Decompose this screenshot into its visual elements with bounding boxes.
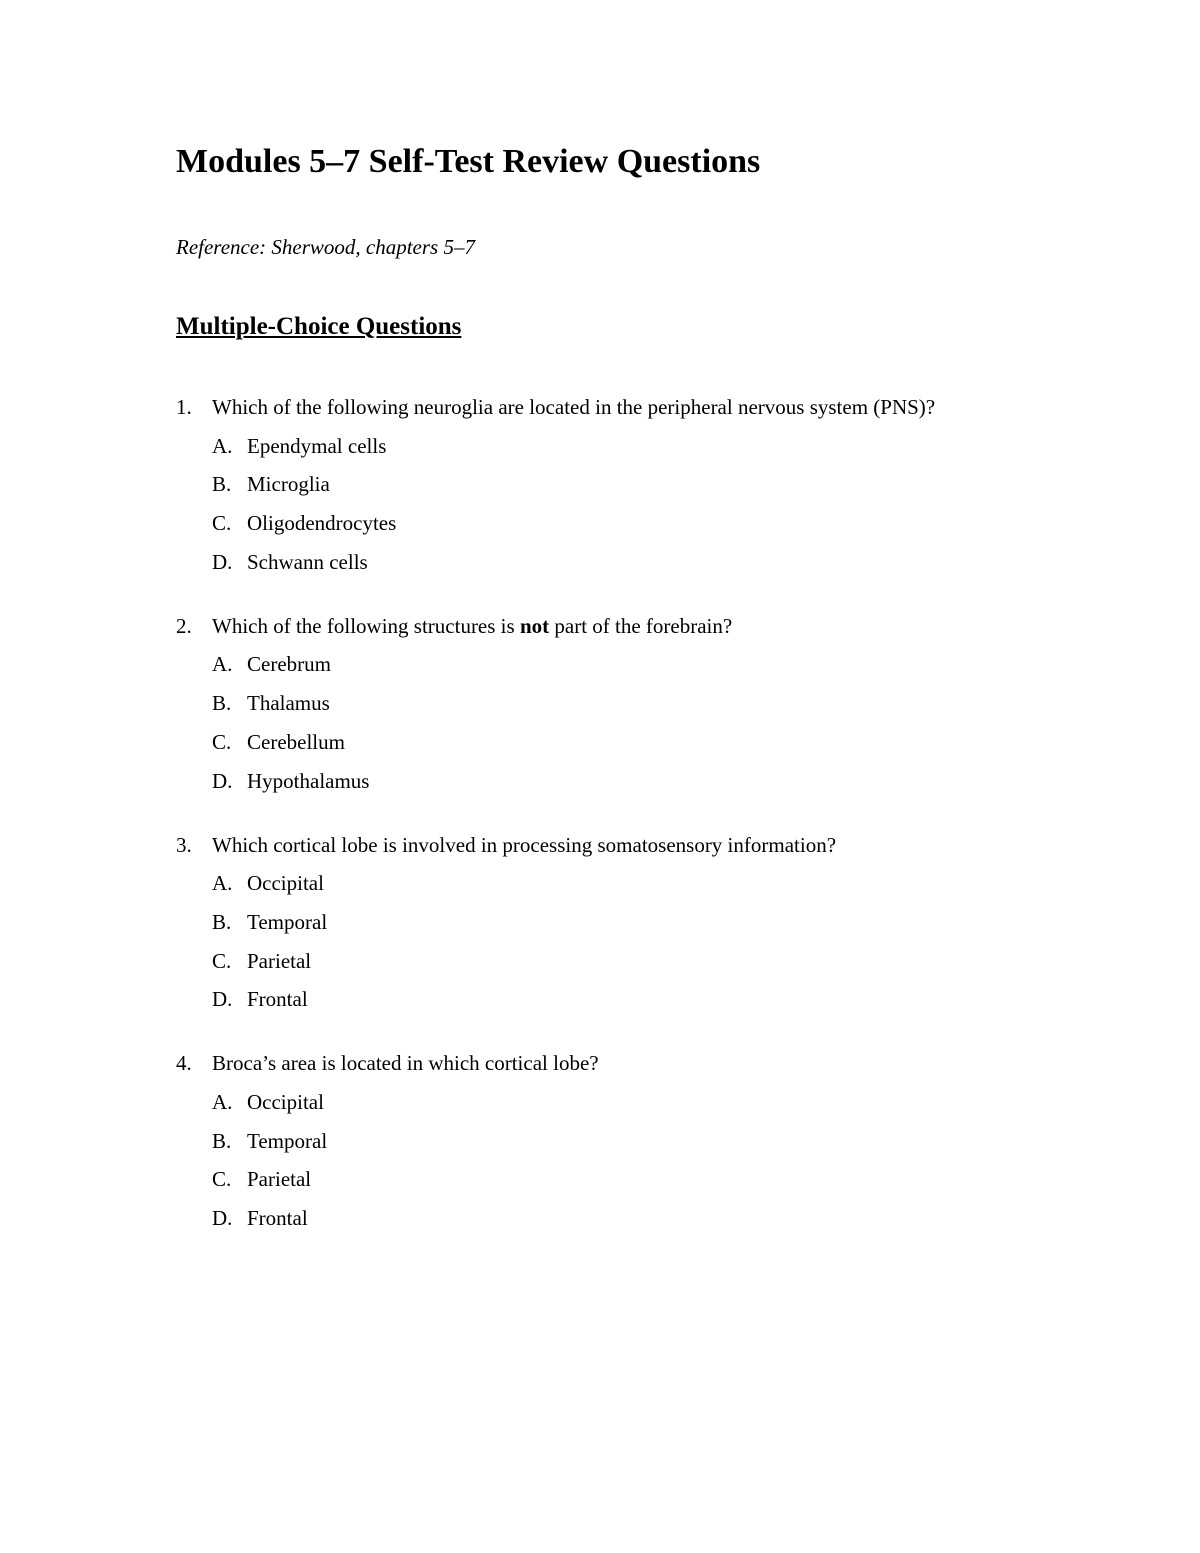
answer-option <box>176 433 1136 459</box>
option-letter: A. <box>212 1089 233 1114</box>
question-text <box>212 613 732 639</box>
option-text: Thalamus <box>247 691 330 716</box>
answer-options <box>176 433 1136 575</box>
reference-note: Reference: Sherwood, chapters 5–7 <box>176 235 475 259</box>
option-letter: C. <box>212 511 232 536</box>
question-text-part: Which of the following neuroglia are located in the peripheral nervous system (PNS)? <box>212 395 936 419</box>
option-letter: B. <box>212 691 232 716</box>
question-number: 1. <box>176 395 192 419</box>
answer-option <box>176 651 1136 677</box>
question-3 <box>176 832 1136 1013</box>
option-text: Oligodendrocytes <box>247 511 397 536</box>
question-2 <box>176 613 1136 794</box>
answer-options <box>176 870 1136 1012</box>
option-text: Schwann cells <box>247 549 368 574</box>
option-text: Temporal <box>247 909 328 934</box>
question-text-emphasis: not <box>519 613 550 638</box>
question-1 <box>176 394 1136 575</box>
option-letter: B. <box>212 472 232 497</box>
question-stem <box>176 1050 1136 1076</box>
option-letter: B. <box>212 1128 232 1153</box>
option-text: Temporal <box>247 1128 328 1153</box>
answer-option <box>176 510 1136 536</box>
question-text <box>212 832 836 858</box>
question-text-part: Broca’s area is located in which cortical lobe? <box>212 1051 599 1076</box>
option-text: Cerebellum <box>247 729 345 754</box>
option-letter: C. <box>212 948 232 973</box>
option-letter: B. <box>212 909 232 934</box>
option-text: Microglia <box>247 472 330 497</box>
answer-option <box>176 1205 1136 1231</box>
question-text-part: Which cortical lobe is involved in processing somatosensory information? <box>212 832 837 857</box>
option-text: Ependymal cells <box>247 433 387 458</box>
option-letter: C. <box>212 729 232 754</box>
option-letter: A. <box>212 871 233 896</box>
question-stem <box>176 613 1136 639</box>
option-letter: A. <box>212 652 233 677</box>
question-text <box>212 394 935 420</box>
question-number: 4. <box>176 1051 192 1076</box>
option-text: Occipital <box>247 871 324 896</box>
answer-option <box>176 986 1136 1012</box>
answer-option <box>176 729 1136 755</box>
question-list <box>176 394 1136 1269</box>
option-text: Frontal <box>247 987 308 1012</box>
answer-option <box>176 1089 1136 1115</box>
option-text: Frontal <box>247 1206 308 1230</box>
question-number: 2. <box>176 613 192 638</box>
option-letter: A. <box>212 433 233 458</box>
answer-option <box>176 690 1136 716</box>
option-letter: D. <box>212 549 233 574</box>
question-4 <box>176 1050 1136 1231</box>
question-stem <box>176 832 1136 858</box>
question-text <box>212 1050 599 1076</box>
answer-option <box>176 768 1136 794</box>
section-heading: Multiple-Choice Questions <box>176 313 462 340</box>
option-letter: D. <box>212 768 233 793</box>
answer-option <box>176 549 1136 575</box>
page-title: Modules 5–7 Self-Test Review Questions <box>176 143 761 180</box>
answer-option <box>176 948 1136 974</box>
answer-option <box>176 870 1136 896</box>
option-text: Hypothalamus <box>247 768 370 793</box>
option-letter: D. <box>212 1206 233 1230</box>
answer-options <box>176 1089 1136 1231</box>
question-text-part: part of the forebrain? <box>549 613 733 638</box>
option-text: Cerebrum <box>247 652 331 677</box>
option-text: Parietal <box>247 1167 312 1192</box>
answer-option <box>176 1166 1136 1192</box>
answer-options <box>176 651 1136 793</box>
question-stem <box>176 394 1136 420</box>
option-text: Occipital <box>247 1089 324 1114</box>
option-letter: D. <box>212 987 233 1012</box>
option-text: Parietal <box>247 948 312 973</box>
answer-option <box>176 471 1136 497</box>
question-number: 3. <box>176 832 192 857</box>
option-letter: C. <box>212 1167 232 1192</box>
answer-option <box>176 1128 1136 1154</box>
question-text-part: Which of the following structures is <box>212 613 520 638</box>
answer-option <box>176 909 1136 935</box>
